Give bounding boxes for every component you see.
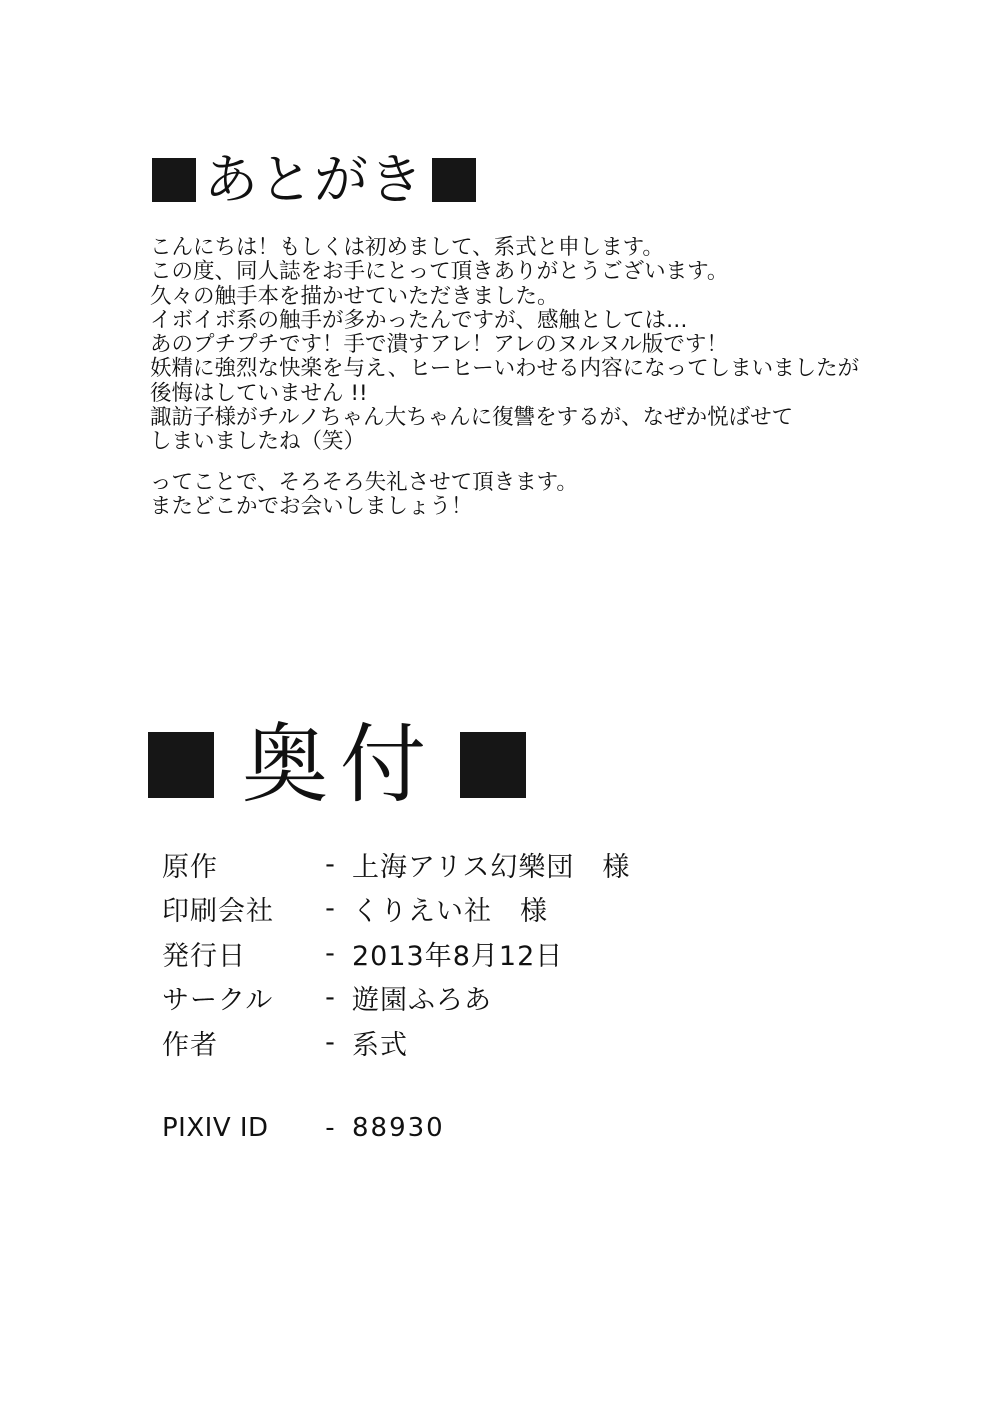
colophon-row-publish-date bbox=[162, 931, 862, 976]
colophon-label: PIXIV ID bbox=[162, 1113, 269, 1143]
afterword-body: こんにちは！もしくは初めまして、系式と申します。 この度、同人誌をお手にとって頂きありがとうございます。 久々の触手本を描かせていただきました。 イボイボ系の触手が多かったんですが、感触としては… あのプチプチです！手で潰すアレ！アレのヌルヌル版です！ 妖精に強烈な快楽を与え、ヒーヒーいわせる内容になってしまいましたが 後悔はしていません !! 諏訪子様がチルノちゃん大ちゃんに復讐をするが、なぜか悦ばせて しまいましたね（笑） bbox=[150, 235, 860, 455]
colophon-row-printer bbox=[162, 887, 862, 932]
colophon-row-pixiv-id bbox=[162, 1106, 445, 1150]
afterword-closing: ってことで、そろそろ失礼させて頂きます。 またどこかでお会いしましょう！ bbox=[150, 470, 578, 520]
colophon-table bbox=[162, 842, 862, 1065]
colophon-heading bbox=[148, 716, 526, 814]
heading-square-left bbox=[152, 158, 196, 202]
colophon-separator: - bbox=[325, 1113, 335, 1143]
afterword-heading bbox=[152, 148, 476, 212]
heading-square-left bbox=[148, 732, 214, 798]
colophon-value: 2013年8月12日 bbox=[352, 940, 564, 972]
colophon-row-circle bbox=[162, 976, 862, 1021]
colophon-label: 印刷会社 bbox=[162, 896, 274, 928]
colophon-title: 奥付 bbox=[242, 715, 438, 815]
heading-square-right bbox=[432, 158, 476, 202]
colophon-separator: - bbox=[325, 848, 335, 880]
colophon-label: 発行日 bbox=[162, 940, 246, 972]
colophon-row-author bbox=[162, 1020, 862, 1065]
afterword-title: あとがき bbox=[204, 148, 424, 211]
colophon-label: サークル bbox=[162, 985, 274, 1017]
colophon-value: 88930 bbox=[352, 1113, 445, 1143]
colophon-value: 遊園ふろあ bbox=[352, 985, 492, 1017]
colophon-value: 上海アリス幻樂団 様 bbox=[352, 851, 631, 883]
colophon-label: 原作 bbox=[162, 851, 218, 883]
colophon-separator: - bbox=[325, 982, 335, 1014]
colophon-separator: - bbox=[325, 937, 335, 969]
heading-square-right bbox=[460, 732, 526, 798]
colophon-row-original-work bbox=[162, 842, 862, 887]
colophon-label: 作者 bbox=[162, 1029, 218, 1061]
colophon-value: 系式 bbox=[352, 1029, 408, 1061]
colophon-separator: - bbox=[325, 1026, 335, 1058]
colophon-separator: - bbox=[325, 893, 335, 925]
colophon-value: くりえい社 様 bbox=[352, 896, 548, 928]
